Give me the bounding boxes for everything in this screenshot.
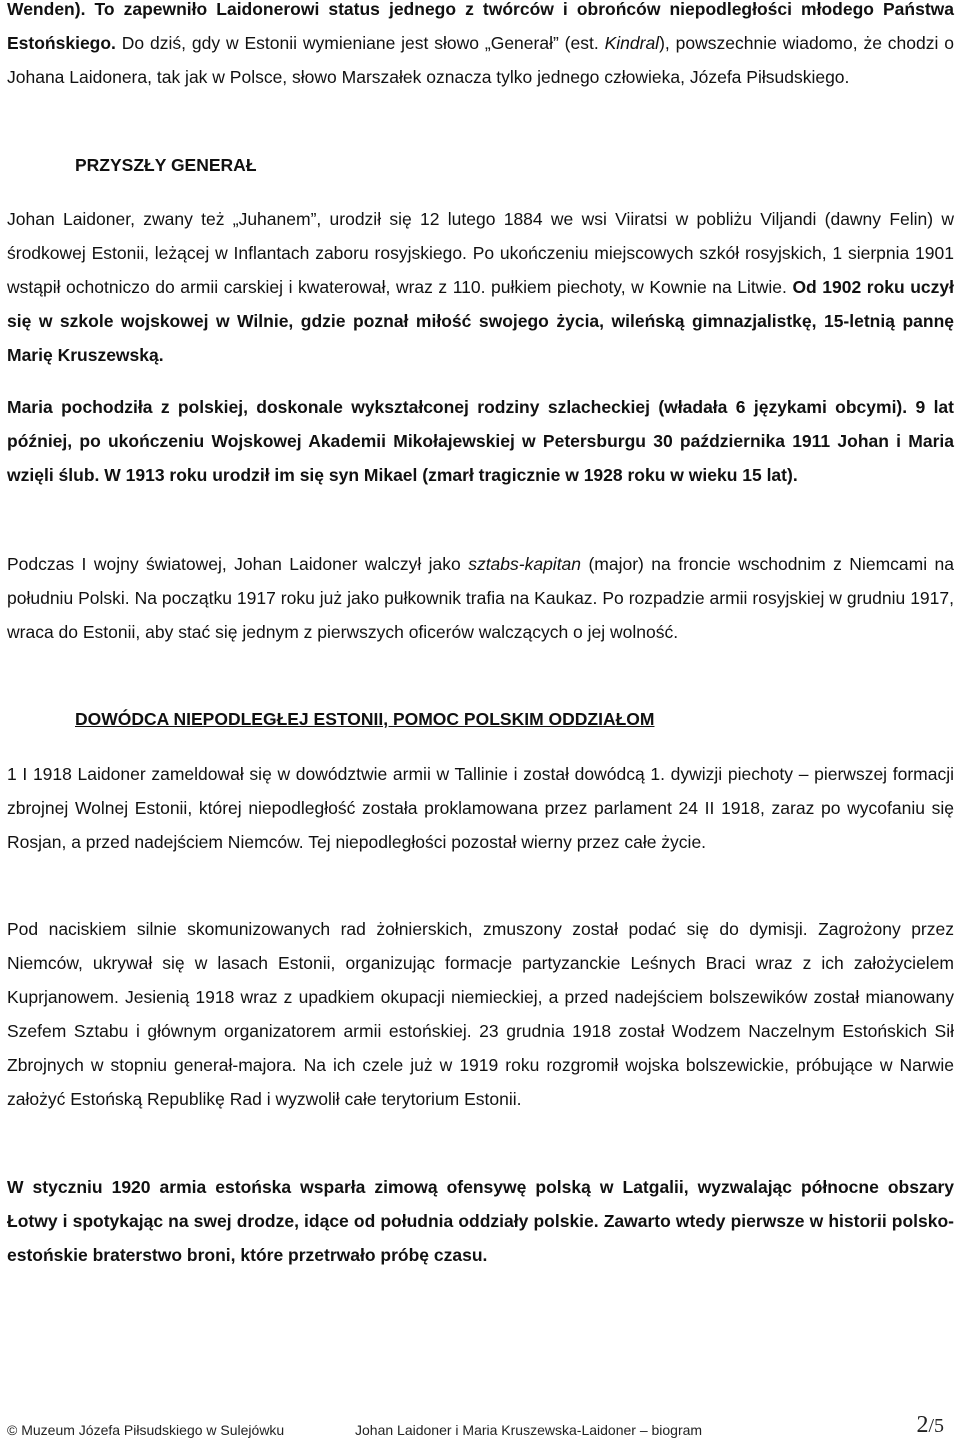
section1-paragraph-2: Maria pochodziła z polskiej, doskonale wykształconej rodziny szlacheckiej (władała 6 językami obcymi). 9 lat później, po ukończeniu Wojskowej Akademii Mikołajewskiej w Petersburgu 30 października 1911 Johan i Maria wzięli ślub. W 1913 roku urodził im się syn Mikael (zmarł tragicznie w 1928 roku w wieku 15 lat). — [7, 397, 954, 485]
footer-copyright: © Muzeum Józefa Piłsudskiego w Sulejówku — [7, 1422, 285, 1438]
footer-page-number — [916, 1412, 944, 1439]
section1-p1-text: Johan Laidoner, zwany też „Juhanem”, urodził się 12 lutego 1884 we wsi Viiratsi w pobliżu Viljandi (dawny Felin) w środkowej Estonii, leżącej w Inflantach zaboru rosyjskiego. Po ukończeniu miejscowych szkół rosyjskich, 1 sierpnia 1901 wstąpił ochotniczo do armii carskiej i kwaterował, wraz z 110. pułkiem piechoty, w Kownie na Litwie. — [7, 209, 954, 297]
footer-page-current: 2 — [916, 1412, 929, 1438]
intro-italic-term: Kindral — [604, 33, 660, 53]
section2-paragraph-1: 1 I 1918 Laidoner zameldował się w dowództwie armii w Tallinie i został dowódcą 1. dywizji piechoty – pierwszej formacji zbrojnej Wolnej Estonii, której niepodległość została proklamowana przez parlament 24 II 1918, zaraz po wycofaniu się Rosjan, a przed nadejściem Niemców. Tej niepodległości pozostał wierny przez całe życie. — [7, 764, 954, 852]
section1-paragraph-3 — [7, 547, 954, 649]
page-footer — [7, 1412, 954, 1440]
section1-paragraph-1 — [7, 202, 954, 372]
intro-text-b: ), powszechnie wiadomo, że chodzi o Johana Laidonera, tak jak w Polsce, słowo Marszałek oznacza tylko jednego człowieka, Józefa Piłsudskiego. — [7, 33, 955, 87]
section1-p3-italic-term: sztabs-kapitan — [468, 554, 582, 574]
intro-paragraph — [7, 0, 954, 94]
footer-page-total: /5 — [928, 1415, 944, 1437]
section1-p3-text-b: (major) na froncie wschodnim z Niemcami na południu Polski. Na początku 1917 roku już jako pułkownik trafia na Kaukaz. Po rozpadzie armii rosyjskiej w grudniu 1917, wraca do Estonii, aby stać się jednym z pierwszych oficerów walczących o jej wolność. — [7, 554, 954, 642]
section-heading-commander: DOWÓDCA NIEPODLEGŁEJ ESTONII, POMOC POLSKIM ODDZIAŁOM — [75, 709, 655, 729]
intro-text-a: Do dziś, gdy w Estonii wymieniane jest słowo „Generał” (est. — [115, 33, 605, 53]
section2-paragraph-3: W styczniu 1920 armia estońska wsparła zimową ofensywę polską w Latgalii, wyzwalając północne obszary Łotwy i spotykając na swej drodze, idące od południa oddziały polskie. Zawarto wtedy pierwsze w historii polsko-estońskie braterstwo broni, które przetrwało próbę czasu. — [7, 1177, 954, 1265]
footer-document-title: Johan Laidoner i Maria Kruszewska-Laidoner – biogram — [355, 1422, 703, 1438]
section2-paragraph-2: Pod naciskiem silnie skomunizowanych rad żołnierskich, zmuszony został podać się do dymisji. Zagrożony przez Niemców, ukrywał się w lasach Estonii, organizując formacje partyzanckie Leśnych Braci wraz z ich założycielem Kuprjanowem. Jesienią 1918 wraz z upadkiem okupacji niemieckiej, a przed nadejściem bolszewików został mianowany Szefem Sztabu i głównym organizatorem armii estońskiej. 23 grudnia 1918 został Wodzem Naczelnym Estońskich Sił Zbrojnych w stopniu generał-majora. Na ich czele już w 1919 roku rozgromił wojska bolszewickie, próbujące w Narwie założyć Estońską Republikę Rad i wyzwolił całe terytorium Estonii. — [7, 919, 954, 1109]
intro-bold-text: Wenden). To zapewniło Laidonerowi status jednego z twórców i obrońców niepodległości młodego Państwa Estońskiego. — [7, 0, 954, 53]
section1-p3-text-a: Podczas I wojny światowej, Johan Laidoner walczył jako — [7, 554, 469, 574]
section-heading-future-general: PRZYSZŁY GENERAŁ — [75, 155, 257, 175]
section1-p1-bold-text: Od 1902 roku uczył się w szkole wojskowej w Wilnie, gdzie poznał miłość swojego życia, wileńską gimnazjalistkę, 15-letnią pannę Marię Kruszewską. — [7, 277, 954, 365]
